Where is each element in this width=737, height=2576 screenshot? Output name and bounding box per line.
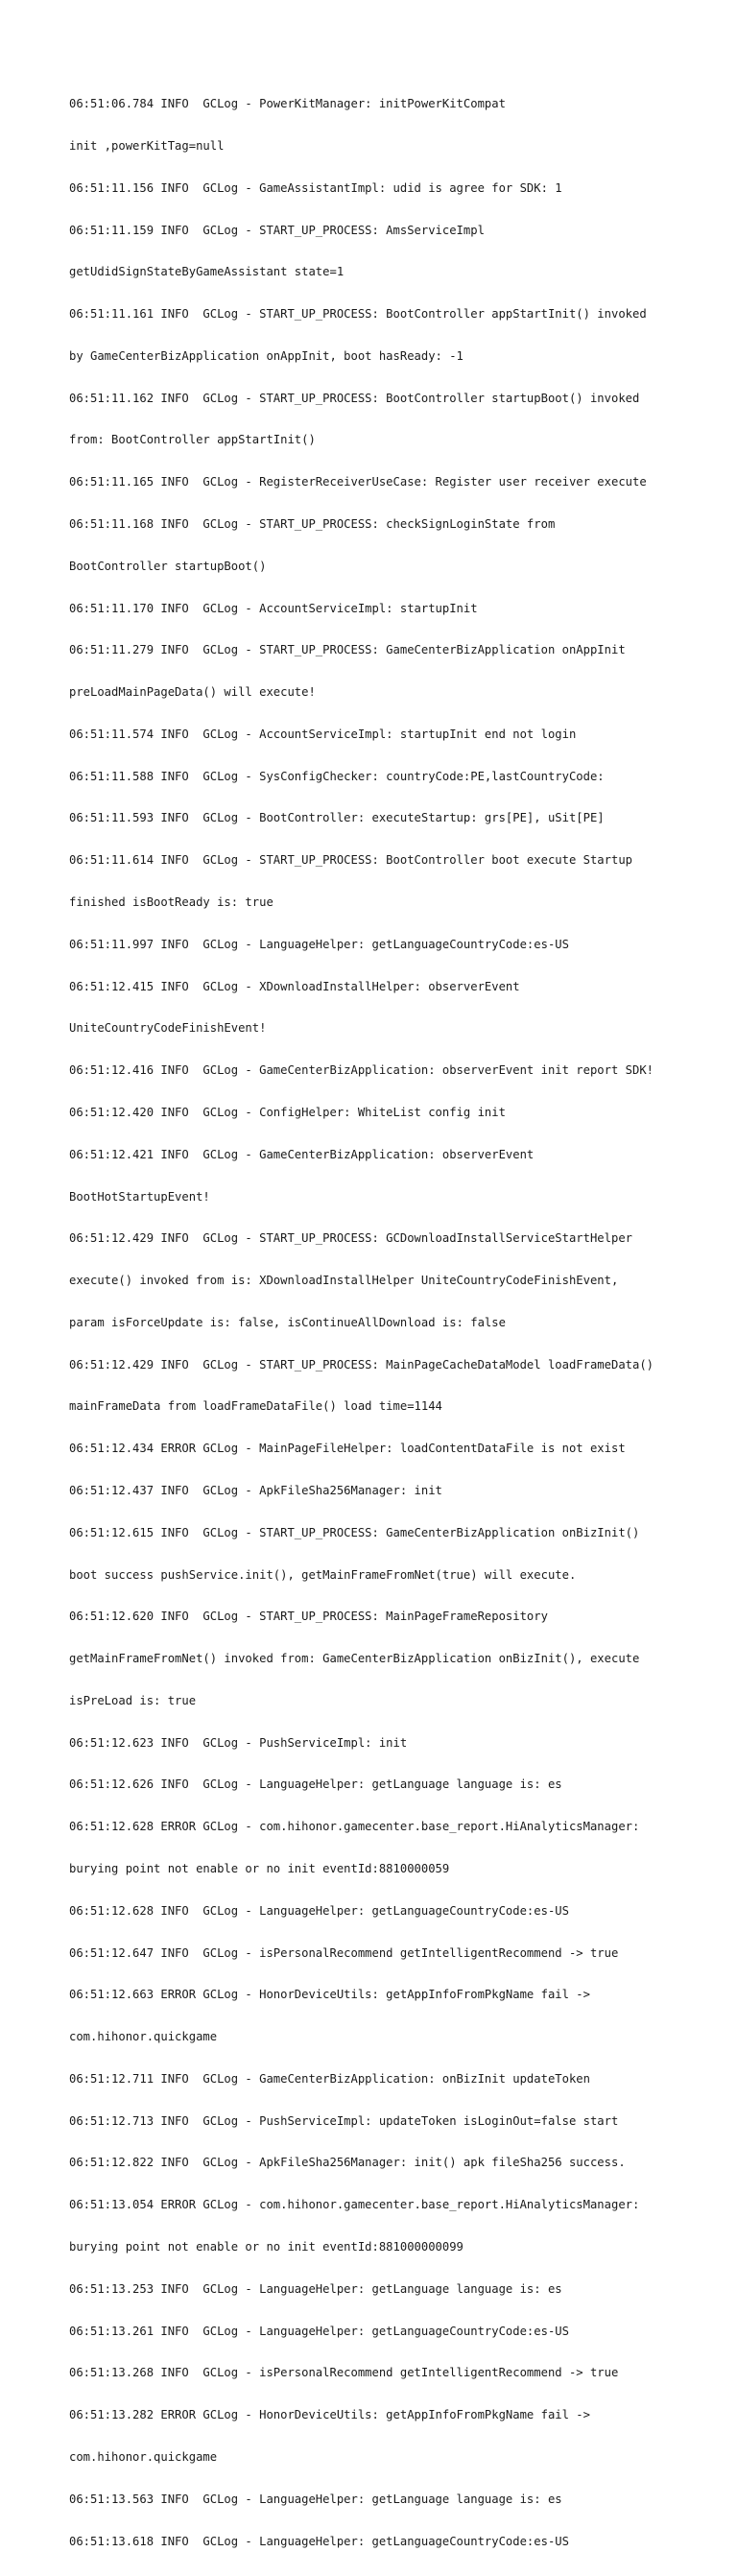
log-line: 06:51:11.156 INFO GCLog - GameAssistantImpl: udid is agree for SDK: 1 (69, 180, 562, 195)
log-line: 06:51:12.626 INFO GCLog - LanguageHelper: getLanguage language is: es (69, 1777, 562, 1792)
log-line: 06:51:12.416 INFO GCLog - GameCenterBizApplication: observerEvent init report SDK! (69, 1063, 654, 1078)
log-line: 06:51:11.159 INFO GCLog - START_UP_PROCESS: AmsServiceImpl (69, 223, 485, 237)
log-line: 06:51:11.279 INFO GCLog - START_UP_PROCESS: GameCenterBizApplication onAppInit (69, 643, 626, 657)
log-line: 06:51:11.574 INFO GCLog - AccountServiceImpl: startupInit end not login (69, 727, 577, 741)
log-text-block (69, 69, 683, 2576)
log-line: boot success pushService.init(), getMainFrameFromNet(true) will execute. (69, 1567, 577, 1582)
log-line: burying point not enable or no init eventId:881000000099 (69, 2240, 464, 2254)
log-line: BootController startupBoot() (69, 559, 267, 573)
log-line: 06:51:12.628 ERROR GCLog - com.hihonor.gamecenter.base_report.HiAnalyticsManager: (69, 1820, 640, 1834)
log-line: param isForceUpdate is: false, isContinueAllDownload is: false (69, 1315, 506, 1329)
log-line: 06:51:11.614 INFO GCLog - START_UP_PROCESS: BootController boot execute Startup (69, 853, 632, 868)
log-line: 06:51:12.421 INFO GCLog - GameCenterBizApplication: observerEvent (69, 1147, 535, 1161)
log-line: 06:51:11.588 INFO GCLog - SysConfigChecker: countryCode:PE,lastCountryCode: (69, 769, 605, 783)
log-line: 06:51:12.620 INFO GCLog - START_UP_PROCESS: MainPageFrameRepository (69, 1610, 548, 1624)
log-line: 06:51:11.161 INFO GCLog - START_UP_PROCESS: BootController appStartInit() invoked (69, 307, 647, 322)
log-line: com.hihonor.quickgame (69, 2030, 218, 2044)
log-line: 06:51:12.420 INFO GCLog - ConfigHelper: WhiteList config init (69, 1105, 506, 1119)
log-line: by GameCenterBizApplication onAppInit, boot hasReady: -1 (69, 348, 464, 363)
log-line: 06:51:12.429 INFO GCLog - START_UP_PROCESS: MainPageCacheDataModel loadFrameData() (69, 1357, 654, 1371)
log-line: burying point not enable or no init eventId:8810000059 (69, 1862, 450, 1875)
log-line: 06:51:12.623 INFO GCLog - PushServiceImpl: init (69, 1735, 408, 1750)
log-line: 06:51:12.615 INFO GCLog - START_UP_PROCESS: GameCenterBizApplication onBizInit() (69, 1525, 640, 1539)
log-line: 06:51:12.429 INFO GCLog - START_UP_PROCESS: GCDownloadInstallServiceStartHelper (69, 1231, 632, 1246)
log-line: 06:51:12.415 INFO GCLog - XDownloadInstallHelper: observerEvent (69, 979, 520, 993)
log-line: 06:51:12.437 INFO GCLog - ApkFileSha256Manager: init (69, 1483, 442, 1497)
log-line: from: BootController appStartInit() (69, 433, 316, 447)
log-line: mainFrameData from loadFrameDataFile() load time=1144 (69, 1399, 442, 1414)
log-line: 06:51:11.170 INFO GCLog - AccountServiceImpl: startupInit (69, 601, 478, 615)
log-line: finished isBootReady is: true (69, 895, 273, 910)
log-line: BootHotStartupEvent! (69, 1189, 210, 1204)
log-line: execute() invoked from is: XDownloadInstallHelper UniteCountryCodeFinishEvent, (69, 1274, 619, 1288)
log-line: 06:51:06.784 INFO GCLog - PowerKitManager: initPowerKitCompat (69, 97, 506, 111)
log-line: 06:51:11.593 INFO GCLog - BootController: executeStartup: grs[PE], uSit[PE] (69, 811, 605, 825)
log-line: 06:51:13.261 INFO GCLog - LanguageHelper: getLanguageCountryCode:es-US (69, 2324, 569, 2338)
log-line: 06:51:13.268 INFO GCLog - isPersonalRecommend getIntelligentRecommend -> true (69, 2366, 619, 2380)
log-line: 06:51:13.282 ERROR GCLog - HonorDeviceUtils: getAppInfoFromPkgName fail -> (69, 2408, 590, 2422)
log-line: getMainFrameFromNet() invoked from: GameCenterBizApplication onBizInit(), execute (69, 1652, 640, 1666)
log-line: 06:51:12.663 ERROR GCLog - HonorDeviceUtils: getAppInfoFromPkgName fail -> (69, 1988, 590, 2002)
log-line: 06:51:11.165 INFO GCLog - RegisterReceiverUseCase: Register user receiver execute (69, 475, 647, 489)
log-line: 06:51:11.162 INFO GCLog - START_UP_PROCESS: BootController startupBoot() invoked (69, 391, 640, 405)
log-line: isPreLoad is: true (69, 1693, 197, 1707)
log-line: 06:51:13.054 ERROR GCLog - com.hihonor.gamecenter.base_report.HiAnalyticsManager: (69, 2198, 640, 2212)
log-line: 06:51:13.253 INFO GCLog - LanguageHelper: getLanguage language is: es (69, 2281, 562, 2296)
log-line: 06:51:12.713 INFO GCLog - PushServiceImpl: updateToken isLoginOut=false start (69, 2113, 619, 2128)
log-line: 06:51:13.618 INFO GCLog - LanguageHelper: getLanguageCountryCode:es-US (69, 2534, 569, 2548)
log-line: UniteCountryCodeFinishEvent! (69, 1021, 267, 1036)
log-line: com.hihonor.quickgame (69, 2449, 218, 2464)
log-line: 06:51:12.434 ERROR GCLog - MainPageFileHelper: loadContentDataFile is not exist (69, 1442, 626, 1456)
log-line: 06:51:12.822 INFO GCLog - ApkFileSha256Manager: init() apk fileSha256 success. (69, 2156, 626, 2170)
log-line: 06:51:12.628 INFO GCLog - LanguageHelper: getLanguageCountryCode:es-US (69, 1903, 569, 1918)
log-line: 06:51:11.168 INFO GCLog - START_UP_PROCESS: checkSignLoginState from (69, 517, 556, 531)
log-line: 06:51:13.563 INFO GCLog - LanguageHelper: getLanguage language is: es (69, 2492, 562, 2506)
log-line: 06:51:12.647 INFO GCLog - isPersonalRecommend getIntelligentRecommend -> true (69, 1945, 619, 1960)
log-line: init ,powerKitTag=null (69, 138, 225, 153)
log-line: preLoadMainPageData() will execute! (69, 685, 316, 700)
log-line: getUdidSignStateByGameAssistant state=1 (69, 265, 345, 279)
log-line: 06:51:12.711 INFO GCLog - GameCenterBizApplication: onBizInit updateToken (69, 2071, 590, 2086)
log-line: 06:51:11.997 INFO GCLog - LanguageHelper: getLanguageCountryCode:es-US (69, 937, 569, 951)
